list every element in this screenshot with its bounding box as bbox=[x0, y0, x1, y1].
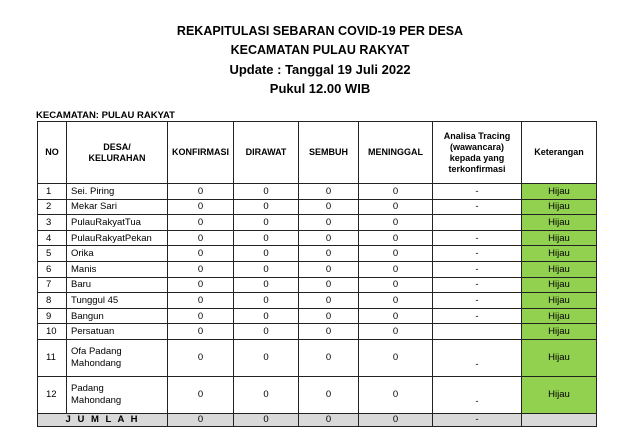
table-row bbox=[38, 246, 597, 262]
row-analisa: - bbox=[433, 339, 522, 376]
row-meninggal: 0 bbox=[359, 376, 433, 413]
row-sembuh: 0 bbox=[299, 308, 359, 324]
row-sembuh: 0 bbox=[299, 261, 359, 277]
row-dirawat: 0 bbox=[234, 199, 299, 215]
row-desa-line2: Mahondang bbox=[71, 394, 122, 406]
row-desa: Mekar Sari bbox=[67, 199, 168, 215]
table-row bbox=[38, 199, 597, 215]
row-konfirmasi: 0 bbox=[168, 324, 234, 340]
total-konfirmasi: 0 bbox=[168, 413, 234, 426]
row-konfirmasi: 0 bbox=[168, 199, 234, 215]
row-konfirmasi: 0 bbox=[168, 308, 234, 324]
row-desa-line1: Ofa Padang bbox=[71, 345, 122, 357]
table-row bbox=[38, 324, 597, 340]
total-sembuh: 0 bbox=[299, 413, 359, 426]
table-row bbox=[38, 215, 597, 231]
row-keterangan: Hijau bbox=[522, 199, 597, 215]
row-dirawat: 0 bbox=[234, 184, 299, 200]
header-analisa bbox=[433, 122, 522, 184]
row-meninggal: 0 bbox=[359, 293, 433, 309]
kecamatan-label: KECAMATAN: PULAU RAKYAT bbox=[36, 110, 175, 121]
row-analisa: - bbox=[433, 293, 522, 309]
row-dirawat: 0 bbox=[234, 246, 299, 262]
row-keterangan: Hijau bbox=[522, 376, 597, 413]
row-sembuh: 0 bbox=[299, 215, 359, 231]
row-konfirmasi: 0 bbox=[168, 293, 234, 309]
header-konfirmasi: KONFIRMASI bbox=[168, 122, 234, 184]
table-row bbox=[38, 261, 597, 277]
row-meninggal: 0 bbox=[359, 184, 433, 200]
row-analisa: - bbox=[433, 199, 522, 215]
row-dirawat: 0 bbox=[234, 308, 299, 324]
row-keterangan: Hijau bbox=[522, 324, 597, 340]
row-konfirmasi: 0 bbox=[168, 184, 234, 200]
row-dirawat: 0 bbox=[234, 339, 299, 376]
row-keterangan: Hijau bbox=[522, 277, 597, 293]
row-konfirmasi: 0 bbox=[168, 277, 234, 293]
row-sembuh: 0 bbox=[299, 184, 359, 200]
header-no: NO bbox=[38, 122, 67, 184]
report-subtitle: KECAMATAN PULAU RAKYAT bbox=[230, 43, 410, 57]
row-analisa: - bbox=[433, 184, 522, 200]
row-meninggal: 0 bbox=[359, 230, 433, 246]
row-no: 3 bbox=[38, 215, 67, 231]
row-dirawat: 0 bbox=[234, 230, 299, 246]
row-keterangan: Hijau bbox=[522, 293, 597, 309]
row-dirawat: 0 bbox=[234, 277, 299, 293]
row-no: 9 bbox=[38, 308, 67, 324]
row-desa: Bangun bbox=[67, 308, 168, 324]
row-meninggal: 0 bbox=[359, 215, 433, 231]
row-desa: Sei. Piring bbox=[67, 184, 168, 200]
row-konfirmasi: 0 bbox=[168, 246, 234, 262]
row-konfirmasi: 0 bbox=[168, 261, 234, 277]
row-analisa bbox=[433, 324, 522, 340]
row-no: 11 bbox=[38, 339, 67, 376]
row-no: 8 bbox=[38, 293, 67, 309]
report-title: REKAPITULASI SEBARAN COVID-19 PER DESA bbox=[176, 24, 464, 38]
row-sembuh: 0 bbox=[299, 230, 359, 246]
row-analisa bbox=[433, 215, 522, 231]
row-dirawat: 0 bbox=[234, 215, 299, 231]
header-analisa-line4: terkonfirmasi bbox=[448, 163, 506, 174]
header-analisa-line3: kepada yang bbox=[449, 152, 505, 163]
table-header-row bbox=[38, 122, 597, 184]
row-meninggal: 0 bbox=[359, 277, 433, 293]
row-desa: Tunggul 45 bbox=[67, 293, 168, 309]
total-dirawat: 0 bbox=[234, 413, 299, 426]
row-desa: Persatuan bbox=[67, 324, 168, 340]
row-no: 6 bbox=[38, 261, 67, 277]
row-dirawat: 0 bbox=[234, 293, 299, 309]
row-dirawat: 0 bbox=[234, 261, 299, 277]
table-row bbox=[38, 277, 597, 293]
header-sembuh: SEMBUH bbox=[299, 122, 359, 184]
row-dirawat: 0 bbox=[234, 324, 299, 340]
row-meninggal: 0 bbox=[359, 339, 433, 376]
row-konfirmasi: 0 bbox=[168, 215, 234, 231]
row-meninggal: 0 bbox=[359, 246, 433, 262]
header-analisa-line2: (wawancara) bbox=[449, 141, 505, 152]
row-meninggal: 0 bbox=[359, 324, 433, 340]
row-desa: PulauRakyatTua bbox=[67, 215, 168, 231]
row-no: 2 bbox=[38, 199, 67, 215]
row-no: 10 bbox=[38, 324, 67, 340]
row-desa-line2: Mahondang bbox=[71, 357, 122, 369]
table-row bbox=[38, 308, 597, 324]
header-desa-line2: KELURAHAN bbox=[88, 152, 146, 163]
table-row bbox=[38, 230, 597, 246]
row-desa bbox=[67, 376, 168, 413]
row-meninggal: 0 bbox=[359, 308, 433, 324]
row-desa bbox=[67, 339, 168, 376]
row-desa: Orika bbox=[67, 246, 168, 262]
row-analisa: - bbox=[433, 261, 522, 277]
row-no: 12 bbox=[38, 376, 67, 413]
table-row bbox=[38, 339, 597, 376]
total-analisa: - bbox=[433, 413, 522, 426]
row-konfirmasi: 0 bbox=[168, 376, 234, 413]
total-label: J U M L A H bbox=[38, 413, 168, 426]
row-keterangan: Hijau bbox=[522, 246, 597, 262]
header-analisa-line1: Analisa Tracing bbox=[443, 130, 511, 141]
row-analisa: - bbox=[433, 308, 522, 324]
total-keterangan bbox=[522, 413, 597, 426]
row-analisa: - bbox=[433, 246, 522, 262]
row-keterangan: Hijau bbox=[522, 215, 597, 231]
row-sembuh: 0 bbox=[299, 324, 359, 340]
header-desa bbox=[67, 122, 168, 184]
header-desa-line1: DESA/ bbox=[103, 141, 131, 152]
table-row bbox=[38, 376, 597, 413]
row-keterangan: Hijau bbox=[522, 339, 597, 376]
row-no: 1 bbox=[38, 184, 67, 200]
row-desa: PulauRakyatPekan bbox=[67, 230, 168, 246]
row-konfirmasi: 0 bbox=[168, 339, 234, 376]
report-header bbox=[0, 22, 640, 98]
update-date: Update : Tanggal 19 Juli 2022 bbox=[229, 62, 411, 77]
row-analisa: - bbox=[433, 230, 522, 246]
row-desa: Manis bbox=[67, 261, 168, 277]
row-keterangan: Hijau bbox=[522, 261, 597, 277]
header-keterangan: Keterangan bbox=[522, 122, 597, 184]
update-time: Pukul 12.00 WIB bbox=[269, 81, 371, 96]
row-analisa: - bbox=[433, 277, 522, 293]
row-no: 7 bbox=[38, 277, 67, 293]
row-analisa: - bbox=[433, 376, 522, 413]
row-keterangan: Hijau bbox=[522, 184, 597, 200]
row-no: 5 bbox=[38, 246, 67, 262]
row-sembuh: 0 bbox=[299, 246, 359, 262]
row-desa-line1: Padang bbox=[71, 382, 104, 394]
table-row bbox=[38, 184, 597, 200]
row-konfirmasi: 0 bbox=[168, 230, 234, 246]
row-dirawat: 0 bbox=[234, 376, 299, 413]
row-meninggal: 0 bbox=[359, 199, 433, 215]
row-sembuh: 0 bbox=[299, 293, 359, 309]
table-row bbox=[38, 293, 597, 309]
row-keterangan: Hijau bbox=[522, 308, 597, 324]
total-row bbox=[38, 413, 597, 426]
row-no: 4 bbox=[38, 230, 67, 246]
row-sembuh: 0 bbox=[299, 339, 359, 376]
row-sembuh: 0 bbox=[299, 376, 359, 413]
row-sembuh: 0 bbox=[299, 199, 359, 215]
table-body bbox=[38, 184, 597, 427]
row-sembuh: 0 bbox=[299, 277, 359, 293]
row-keterangan: Hijau bbox=[522, 230, 597, 246]
row-meninggal: 0 bbox=[359, 261, 433, 277]
row-desa: Baru bbox=[67, 277, 168, 293]
header-dirawat: DIRAWAT bbox=[234, 122, 299, 184]
covid-recap-table bbox=[37, 121, 597, 427]
total-meninggal: 0 bbox=[359, 413, 433, 426]
header-meninggal: MENINGGAL bbox=[359, 122, 433, 184]
